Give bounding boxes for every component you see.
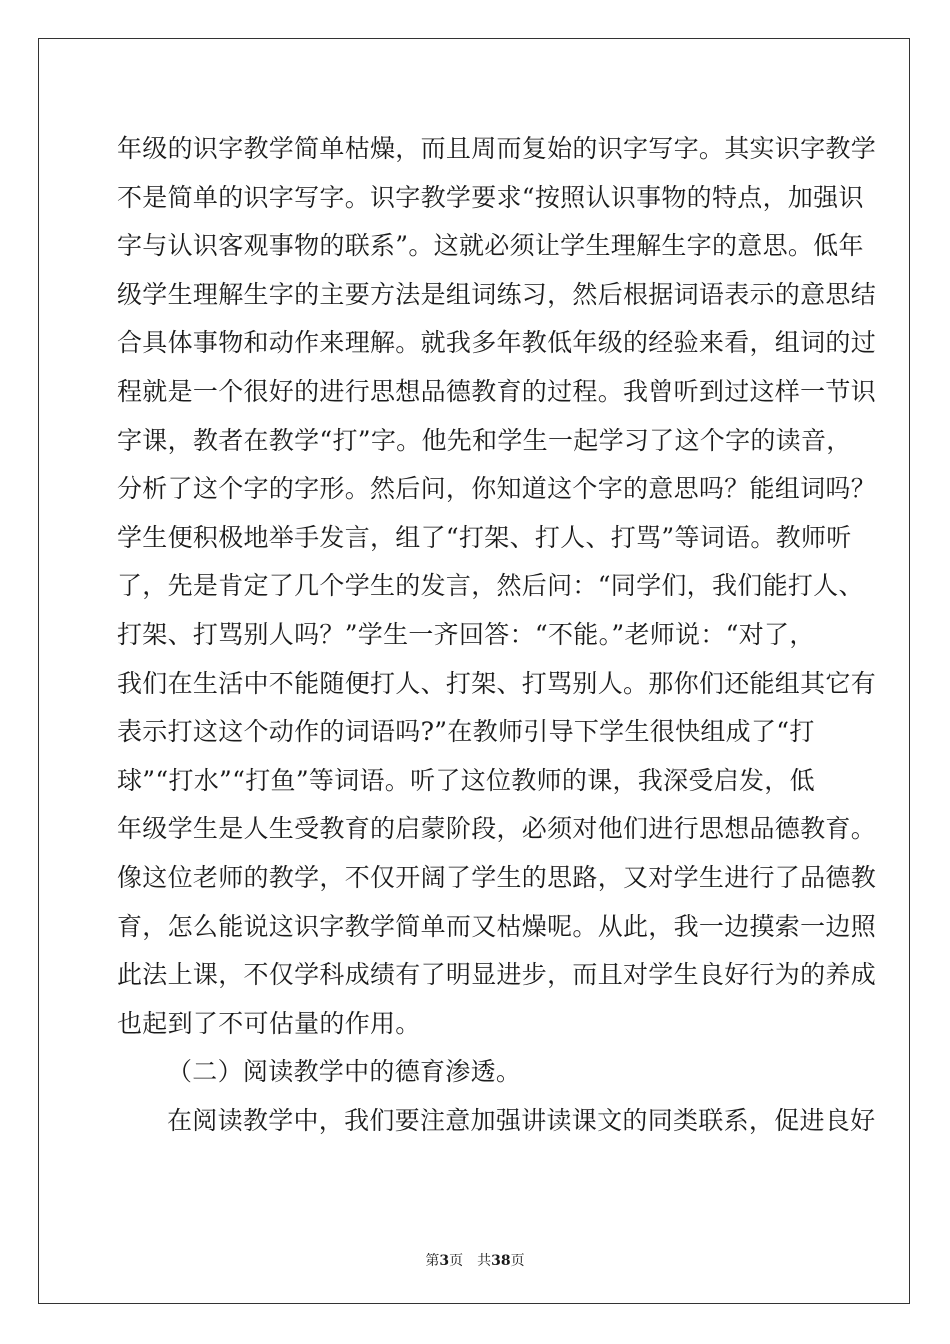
text-line: 不是简单的识字写字。识字教学要求“按照认识事物的特点，加强识 bbox=[117, 182, 864, 212]
text-line: 像这位老师的教学，不仅开阔了学生的思路，又对学生进行了品德教 bbox=[117, 862, 877, 892]
text-line: 我们在生活中不能随便打人、打架、打骂别人。那你们还能组其它有 bbox=[117, 668, 877, 698]
text-line: 在阅读教学中，我们要注意加强讲读课文的同类联系，促进良好 bbox=[167, 1105, 876, 1135]
text-line: （二）阅读教学中的德育渗透。 bbox=[167, 1057, 522, 1087]
text-line: 也起到了不可估量的作用。 bbox=[117, 1008, 421, 1038]
text-line: 表示打这这个动作的词语吗?”在教师引导下学生很快组成了“打 bbox=[117, 717, 815, 747]
footer-prefix: 第 bbox=[425, 1253, 440, 1269]
text-line: 级学生理解生字的主要方法是组词练习，然后根据词语表示的意思结 bbox=[117, 279, 877, 309]
text-line: 年级学生是人生受教育的启蒙阶段，必须对他们进行思想品德教育。 bbox=[117, 814, 877, 844]
footer-page-suffix: 页 bbox=[449, 1253, 464, 1269]
text-line: 合具体事物和动作来理解。就我多年教低年级的经验来看，组词的过 bbox=[117, 328, 877, 358]
text-line: 育，怎么能说这识字教学简单而又枯燥呢。从此，我一边摸索一边照 bbox=[117, 911, 877, 941]
footer-total-suffix: 页 bbox=[510, 1253, 525, 1269]
text-line: 程就是一个很好的进行思想品德教育的过程。我曾听到过这样一节识 bbox=[117, 376, 877, 406]
text-line: 学生便积极地举手发言，组了“打架、打人、打骂”等词语。教师听 bbox=[117, 522, 852, 552]
page-footer bbox=[0, 1250, 950, 1270]
current-page-number: 3 bbox=[439, 1253, 450, 1269]
text-line: 了，先是肯定了几个学生的发言，然后问：“同学们，我们能打人、 bbox=[117, 571, 864, 601]
text-line: 球”“打水”“打鱼”等词语。听了这位教师的课，我深受启发，低 bbox=[117, 765, 815, 795]
text-line: 分析了这个字的字形。然后问，你知道这个字的意思吗？能组词吗？ bbox=[117, 474, 877, 504]
body-text bbox=[117, 125, 877, 1145]
text-line: 打架、打骂别人吗？”学生一齐回答：“不能。”老师说：“对了， bbox=[117, 619, 815, 649]
text-line: 此法上课，不仅学科成绩有了明显进步，而且对学生良好行为的养成 bbox=[117, 960, 877, 990]
text-line: 字课，教者在教学“打”字。他先和学生一起学习了这个字的读音， bbox=[117, 425, 852, 455]
footer-total-prefix: 共 bbox=[477, 1253, 492, 1269]
text-line: 字与认识客观事物的联系”。这就必须让学生理解生字的意思。低年 bbox=[117, 231, 864, 261]
total-page-number: 38 bbox=[491, 1253, 511, 1269]
text-line: 年级的识字教学简单枯燥，而且周而复始的识字写字。其实识字教学 bbox=[117, 134, 877, 163]
